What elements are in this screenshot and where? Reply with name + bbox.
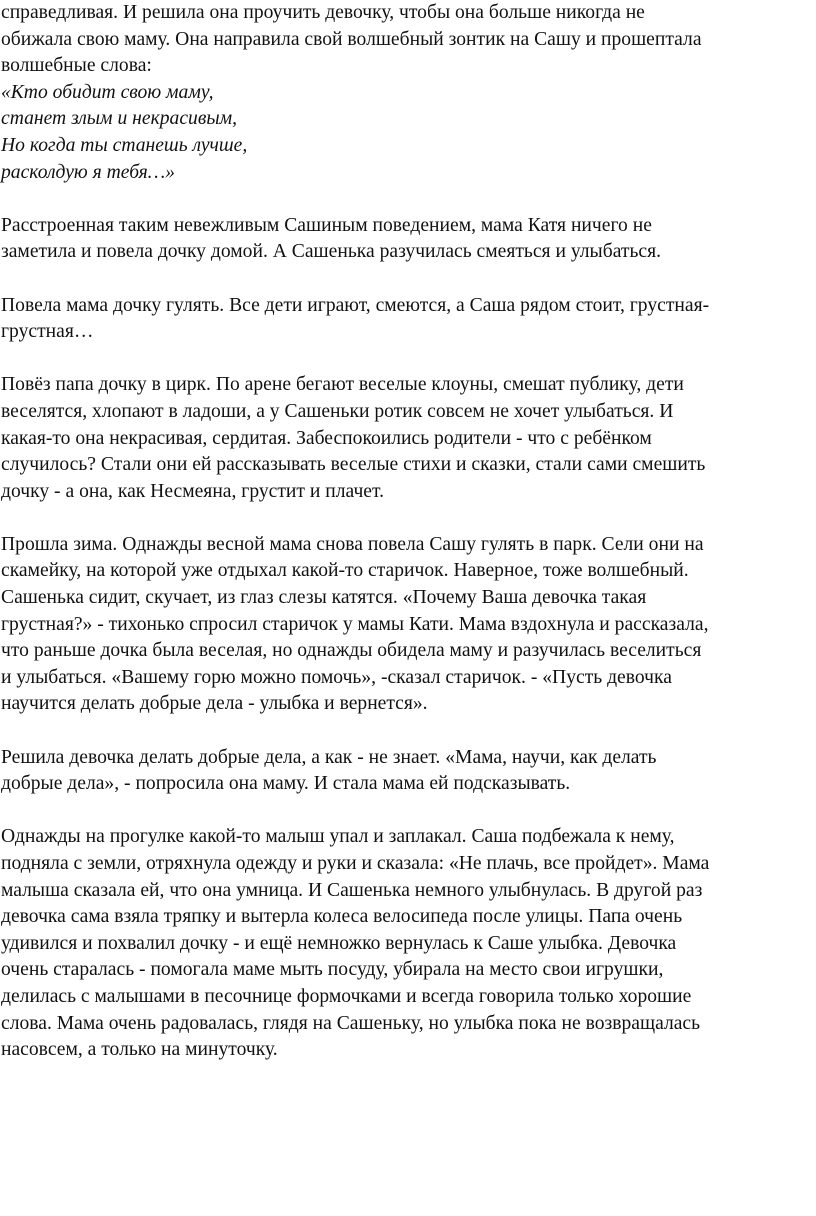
text-line: добрые дела», - попросила она маму. И стала мама ей подсказывать. <box>1 773 571 795</box>
text-line: девочка сама взяла тряпку и вытерла колеса велосипеда после улицы. Папа очень <box>1 906 683 928</box>
paragraph-spacer <box>1 186 816 213</box>
text-line: веселятся, хлопают в ладоши, а у Сашеньки ротик совсем не хочет улыбаться. И <box>1 400 674 422</box>
verse-block <box>1 80 816 186</box>
text-line: и улыбаться. «Вашему горю можно помочь», -сказал старичок. - «Пусть девочка <box>1 666 672 688</box>
verse-line: расколдую я тебя…» <box>1 161 175 183</box>
text-line: волшебные слова: <box>1 55 152 77</box>
paragraph-4 <box>1 532 816 718</box>
text-line: грустная… <box>1 321 94 343</box>
text-line: Прошла зима. Однажды весной мама снова повела Сашу гулять в парк. Сели они на <box>1 533 704 555</box>
text-line: насовсем, а только на минуточку. <box>1 1039 278 1061</box>
text-line: слова. Мама очень радовалась, глядя на Сашеньку, но улыбка пока не возвращалась <box>1 1012 701 1034</box>
paragraph-2 <box>1 293 816 346</box>
text-line: дочку - а она, как Несмеяна, грустит и плачет. <box>1 480 384 502</box>
verse-line: «Кто обидит свою маму, <box>1 81 214 103</box>
verse-line: Но когда ты станешь лучше, <box>1 134 248 156</box>
verse-line: станет злым и некрасивым, <box>1 108 238 130</box>
text-line: скамейку, на которой уже отдыхал какой-то старичок. Наверное, тоже волшебный. <box>1 560 689 582</box>
text-line: какая-то она некрасивая, сердитая. Забеспокоились родители - что с ребёнком <box>1 427 652 449</box>
text-line: научится делать добрые дела - улыбка и вернется». <box>1 693 428 715</box>
text-line: очень старалась - помогала маме мыть посуду, убирала на место свои игрушки, <box>1 959 664 981</box>
text-line: Сашенька сидит, скучает, из глаз слезы катятся. «Почему Ваша девочка такая <box>1 587 647 609</box>
text-line: Повёз папа дочку в цирк. По арене бегают веселые клоуны, смешат публику, дети <box>1 374 684 396</box>
text-line: Однажды на прогулке какой-то малыш упал и заплакал. Саша подбежала к нему, <box>1 826 675 848</box>
text-line: делилась с малышами в песочнице формочками и всегда говорила только хорошие <box>1 985 692 1007</box>
text-line: случилось? Стали они ей рассказывать веселые стихи и сказки, стали сами смешить <box>1 454 706 476</box>
text-line: заметила и повела дочку домой. А Сашенька разучилась смеяться и улыбаться. <box>1 241 661 263</box>
text-line: Расстроенная таким невежливым Сашиным поведением, мама Катя ничего не <box>1 214 652 236</box>
paragraph-1 <box>1 213 816 266</box>
text-line: Решила девочка делать добрые дела, а как - не знает. «Мама, научи, как делать <box>1 746 657 768</box>
text-line: грустная?» - тихонько спросил старичок у мамы Кати. Мама вздохнула и рассказала, <box>1 613 709 635</box>
text-line: малыша сказала ей, что она умница. И Сашенька немного улыбнулась. В другой раз <box>1 879 703 901</box>
text-line: удивился и похвалил дочку - и ещё немножко вернулась к Саше улыбка. Девочка <box>1 932 677 954</box>
paragraph-spacer <box>1 266 816 293</box>
paragraph-spacer <box>1 718 816 745</box>
paragraph-3 <box>1 372 816 505</box>
paragraph-spacer <box>1 798 816 825</box>
paragraph-5 <box>1 745 816 798</box>
paragraph-6 <box>1 824 816 1063</box>
text-line: что раньше дочка была веселая, но однажды обидела маму и разучилась веселиться <box>1 640 702 662</box>
text-line: справедливая. И решила она проучить девочку, чтобы она больше никогда не <box>1 2 645 23</box>
text-line: Повела мама дочку гулять. Все дети играют, смеются, а Саша рядом стоит, грустная- <box>1 294 710 316</box>
paragraph-spacer <box>1 346 816 373</box>
paragraph-spacer <box>1 505 816 532</box>
text-line: подняла с земли, отряхнула одежду и руки и сказала: «Не плачь, все пройдет». Мама <box>1 853 710 874</box>
text-line: обижала свою маму. Она направила свой волшебный зонтик на Сашу и прошептала <box>1 28 702 50</box>
intro-paragraph <box>1 0 816 80</box>
